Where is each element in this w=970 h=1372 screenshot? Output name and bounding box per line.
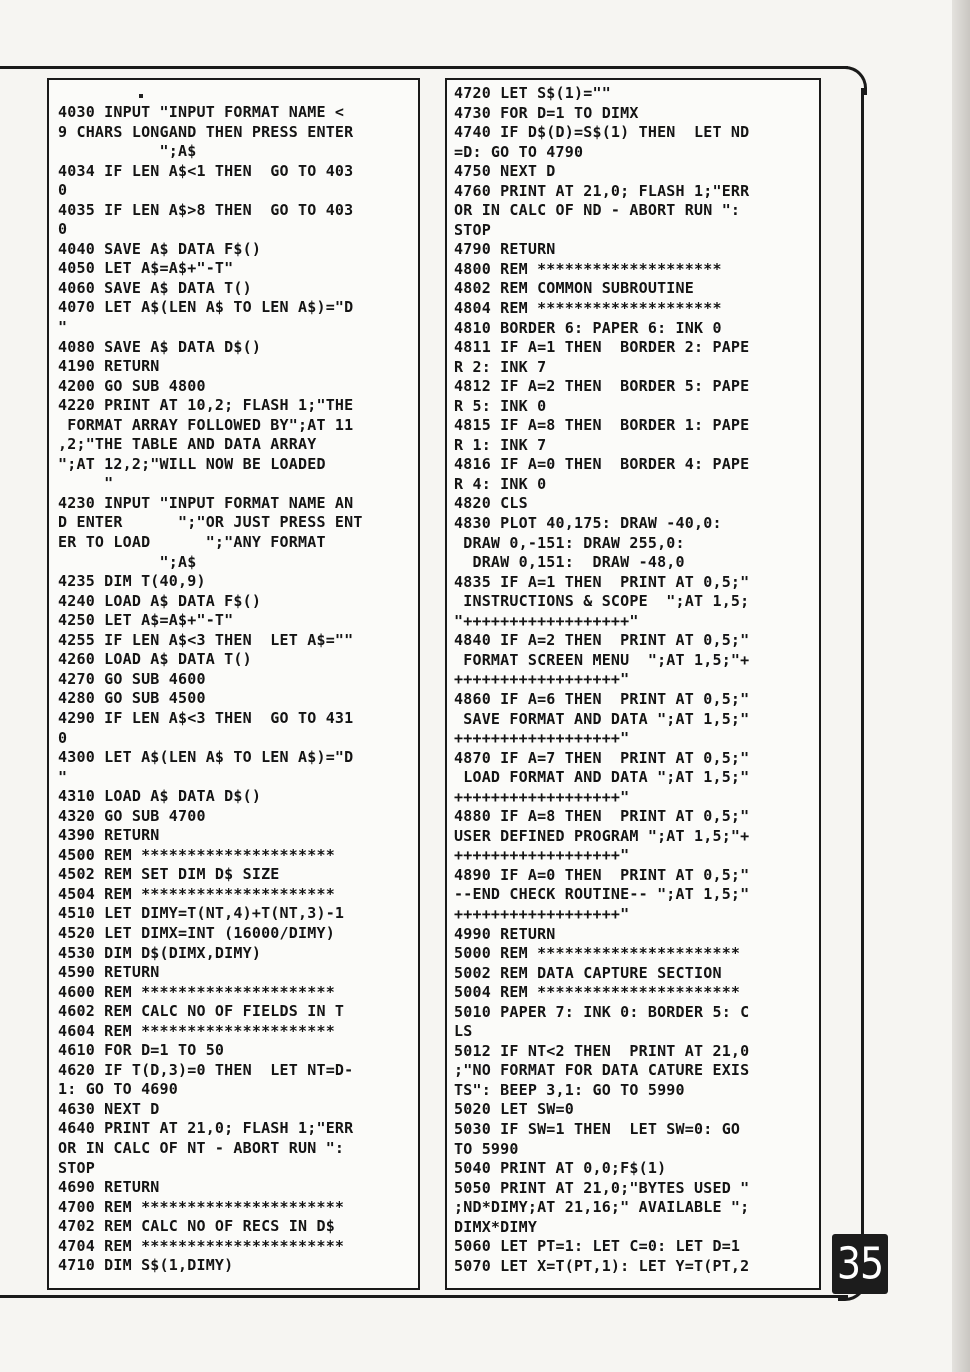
code-line: 4730 FOR D=1 TO DIMX — [454, 103, 639, 122]
code-line: ";A$ — [58, 552, 197, 571]
code-line: ++++++++++++++++++" — [454, 670, 630, 689]
page-number-badge — [832, 1234, 888, 1294]
code-line: 4280 GO SUB 4500 — [58, 689, 206, 708]
code-line: 4610 FOR D=1 TO 50 — [58, 1041, 225, 1060]
code-line: 4240 LOAD A$ DATA F$() — [58, 591, 262, 610]
code-line: 4030 INPUT "INPUT FORMAT NAME < — [58, 103, 345, 121]
code-line: 4260 LOAD A$ DATA T() — [58, 650, 252, 669]
code-line: TO 5990 — [454, 1139, 519, 1158]
code-line: 4035 IF LEN A$>8 THEN GO TO 403 — [58, 200, 354, 219]
code-line: FORMAT ARRAY FOLLOWED BY";AT 11 — [58, 415, 354, 434]
code-line: " — [58, 767, 68, 786]
code-line: ++++++++++++++++++" — [454, 846, 630, 865]
code-line: 5030 IF SW=1 THEN LET SW=0: GO — [454, 1119, 741, 1138]
page-frame-bottom — [0, 1295, 848, 1298]
code-line: 4235 DIM T(40,9) — [58, 572, 206, 591]
code-line: 5050 PRINT AT 21,0;"BYTES USED " — [454, 1178, 750, 1197]
code-line: SAVE FORMAT AND DATA ";AT 1,5;" — [454, 709, 750, 728]
code-line: ;ND*DIMY;AT 21,16;" AVAILABLE "; — [454, 1198, 750, 1217]
code-line: 4255 IF LEN A$<3 THEN LET A$="" — [58, 630, 354, 649]
code-line: 4320 GO SUB 4700 — [58, 806, 206, 825]
code-line: 4704 REM ********************** — [58, 1236, 345, 1255]
code-line: --END CHECK ROUTINE-- ";AT 1,5;" — [454, 885, 750, 904]
code-line: LS — [454, 1022, 473, 1041]
code-line: 4270 GO SUB 4600 — [58, 669, 206, 688]
code-line: 4530 DIM D$(DIMX,DIMY) — [58, 943, 262, 962]
code-line: 5070 LET X=T(PT,1): LET Y=T(PT,2 — [454, 1256, 750, 1275]
code-line: 4504 REM ********************* — [58, 884, 335, 903]
code-line: 4700 REM ********************** — [58, 1197, 345, 1216]
code-line: 4812 IF A=2 THEN BORDER 5: PAPE — [454, 377, 750, 396]
code-line: 4310 LOAD A$ DATA D$() — [58, 787, 262, 806]
code-line: 4710 DIM S$(1,DIMY) — [58, 1256, 234, 1275]
code-line: 4830 PLOT 40,175: DRAW -40,0: — [454, 514, 722, 533]
code-line: 4790 RETURN — [454, 240, 556, 259]
code-line: ";AT 12,2;"WILL NOW BE LOADED — [58, 454, 326, 473]
left-code-listing — [58, 103, 363, 1276]
code-line: TS": BEEP 3,1: GO TO 5990 — [454, 1080, 685, 1099]
code-line: 4300 LET A$(LEN A$ TO LEN A$)="D — [58, 748, 354, 767]
code-line: 4600 REM ********************* — [58, 982, 335, 1001]
code-line: R 5: INK 0 — [454, 396, 547, 415]
code-line: FORMAT SCREEN MENU ";AT 1,5;"+ — [454, 650, 750, 669]
code-line: 4620 IF T(D,3)=0 THEN LET NT=D- — [58, 1060, 354, 1079]
code-line: 1: GO TO 4690 — [58, 1080, 178, 1099]
code-line: ER TO LOAD ";"ANY FORMAT — [58, 533, 326, 552]
code-line: ++++++++++++++++++" — [454, 787, 630, 806]
code-line: 4290 IF LEN A$<3 THEN GO TO 431 — [58, 708, 354, 727]
page-frame-right — [861, 88, 864, 1278]
code-line: 4870 IF A=7 THEN PRINT AT 0,5;" — [454, 748, 750, 767]
code-line: 4820 CLS — [454, 494, 528, 513]
code-line: R 1: INK 7 — [454, 435, 547, 454]
code-line: 4502 REM SET DIM D$ SIZE — [58, 865, 280, 884]
code-line: OR IN CALC OF NT - ABORT RUN ": — [58, 1138, 345, 1157]
code-line: 4040 SAVE A$ DATA F$() — [58, 239, 262, 258]
code-line: ;"NO FORMAT FOR DATA CATURE EXIS — [454, 1061, 750, 1080]
code-line: ";A$ — [58, 142, 197, 161]
code-line: " — [58, 474, 114, 493]
code-line: OR IN CALC OF ND - ABORT RUN ": — [454, 201, 741, 220]
code-line: 4500 REM ********************* — [58, 845, 335, 864]
print-speck — [139, 94, 143, 98]
code-line: ++++++++++++++++++" — [454, 904, 630, 923]
code-line: 5020 LET SW=0 — [454, 1100, 574, 1119]
code-line: 4200 GO SUB 4800 — [58, 376, 206, 395]
code-line: 4520 LET DIMX=INT (16000/DIMY) — [58, 923, 335, 942]
code-line: 0 — [58, 220, 68, 239]
code-line: ++++++++++++++++++" — [454, 729, 630, 748]
code-line: 4835 IF A=1 THEN PRINT AT 0,5;" — [454, 572, 750, 591]
code-line: 4690 RETURN — [58, 1178, 160, 1197]
code-line: 4602 REM CALC NO OF FIELDS IN T — [58, 1002, 345, 1021]
code-line: 4230 INPUT "INPUT FORMAT NAME AN — [58, 493, 354, 512]
code-line: 4080 SAVE A$ DATA D$() — [58, 337, 262, 356]
code-line: 4990 RETURN — [454, 924, 556, 943]
code-line: 4060 SAVE A$ DATA T() — [58, 278, 252, 297]
code-line: 4890 IF A=0 THEN PRINT AT 0,5;" — [454, 865, 750, 884]
code-line: 4190 RETURN — [58, 357, 160, 376]
code-line: 4702 REM CALC NO OF RECS IN D$ — [58, 1217, 335, 1236]
page-frame-top — [0, 66, 848, 69]
code-line: D ENTER ";"OR JUST PRESS ENT — [58, 513, 363, 532]
right-code-listing — [454, 84, 749, 1276]
code-line: 9 CHARS LONGAND THEN PRESS ENTER — [58, 122, 354, 141]
code-line: "++++++++++++++++++" — [454, 611, 639, 630]
code-line: DRAW 0,-151: DRAW 255,0: — [454, 533, 685, 552]
code-line: ,2;"THE TABLE AND DATA ARRAY — [58, 435, 317, 454]
code-line: 4604 REM ********************* — [58, 1021, 335, 1040]
code-line: USER DEFINED PROGRAM ";AT 1,5;"+ — [454, 826, 750, 845]
code-line: 4034 IF LEN A$<1 THEN GO TO 403 — [58, 161, 354, 180]
code-line: 4590 RETURN — [58, 963, 160, 982]
code-line: 4880 IF A=8 THEN PRINT AT 0,5;" — [454, 807, 750, 826]
code-line: 4750 NEXT D — [454, 162, 556, 181]
code-line: 4220 PRINT AT 10,2; FLASH 1;"THE — [58, 396, 354, 415]
code-line: R 2: INK 7 — [454, 357, 547, 376]
book-spine-shadow — [952, 0, 970, 1372]
code-line: 4510 LET DIMY=T(NT,4)+T(NT,3)-1 — [58, 904, 345, 923]
code-line: 5000 REM ********************** — [454, 944, 741, 963]
code-line: DRAW 0,151: DRAW -48,0 — [454, 553, 685, 572]
code-line: 0 — [58, 728, 68, 747]
code-line: DIMX*DIMY — [454, 1217, 538, 1236]
code-line: 4250 LET A$=A$+"-T" — [58, 611, 234, 630]
code-line: INSTRUCTIONS & SCOPE ";AT 1,5; — [454, 592, 750, 611]
code-line: 5040 PRINT AT 0,0;F$(1) — [454, 1159, 667, 1178]
code-line: " — [58, 318, 68, 337]
code-line: STOP — [454, 220, 491, 239]
code-line: 5004 REM ********************** — [454, 983, 741, 1002]
code-line: 4802 REM COMMON SUBROUTINE — [454, 279, 694, 298]
code-line: 5060 LET PT=1: LET C=0: LET D=1 — [454, 1237, 741, 1256]
code-line: 4640 PRINT AT 21,0; FLASH 1;"ERR — [58, 1119, 354, 1138]
code-line: LOAD FORMAT AND DATA ";AT 1,5;" — [454, 768, 750, 787]
code-line: 4050 LET A$=A$+"-T" — [58, 259, 234, 278]
code-line: 4760 PRINT AT 21,0; FLASH 1;"ERR — [454, 181, 750, 200]
code-line: 4800 REM ******************** — [454, 259, 722, 278]
code-line: 4816 IF A=0 THEN BORDER 4: PAPE — [454, 455, 750, 474]
code-line: 4630 NEXT D — [58, 1099, 160, 1118]
code-line: 5012 IF NT<2 THEN PRINT AT 21,0 — [454, 1041, 750, 1060]
code-line: 4070 LET A$(LEN A$ TO LEN A$)="D — [58, 298, 354, 317]
code-line: R 4: INK 0 — [454, 474, 547, 493]
code-line: =D: GO TO 4790 — [454, 142, 584, 161]
code-line: 4740 IF D$(D)=S$(1) THEN LET ND — [454, 123, 750, 142]
code-line: 4390 RETURN — [58, 826, 160, 845]
code-line: 5010 PAPER 7: INK 0: BORDER 5: C — [454, 1002, 750, 1021]
page-number: 35 — [836, 1238, 884, 1289]
code-line: 4840 IF A=2 THEN PRINT AT 0,5;" — [454, 631, 750, 650]
code-line: 5002 REM DATA CAPTURE SECTION — [454, 963, 722, 982]
code-line: 4720 LET S$(1)="" — [454, 84, 611, 102]
code-line: 4811 IF A=1 THEN BORDER 2: PAPE — [454, 338, 750, 357]
code-line: 0 — [58, 181, 68, 200]
code-line: 4810 BORDER 6: PAPER 6: INK 0 — [454, 318, 722, 337]
code-line: 4815 IF A=8 THEN BORDER 1: PAPE — [454, 416, 750, 435]
code-line: 4804 REM ******************** — [454, 299, 722, 318]
code-line: STOP — [58, 1158, 95, 1177]
code-line: 4860 IF A=6 THEN PRINT AT 0,5;" — [454, 689, 750, 708]
